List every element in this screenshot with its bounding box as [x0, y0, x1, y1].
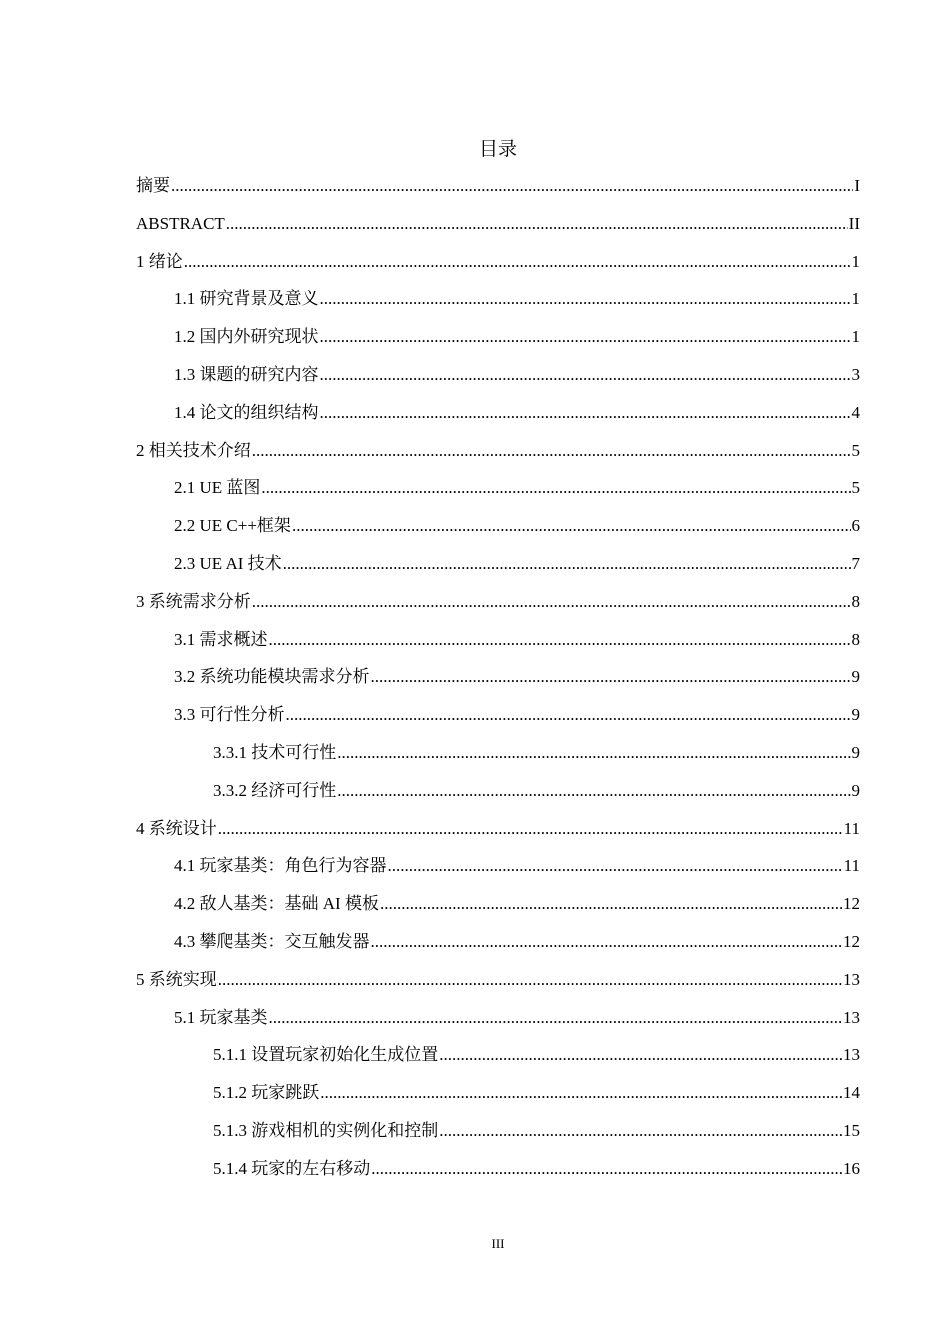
toc-entry-page: 8 — [851, 591, 860, 611]
toc-entry-page: 14 — [843, 1083, 860, 1103]
toc-dot-leader — [261, 476, 850, 500]
toc-entry-label: 2 相关技术介绍 — [136, 440, 251, 460]
toc-entry-label: 5.1.3 游戏相机的实例化和控制 — [213, 1120, 439, 1140]
toc-entry[interactable] — [136, 439, 860, 477]
toc-entry-page: 8 — [851, 629, 860, 649]
toc-title: 目录 — [478, 139, 517, 160]
toc-entry-page: 11 — [843, 856, 860, 876]
table-of-contents — [136, 174, 860, 1195]
toc-entry-page: 13 — [843, 1007, 860, 1027]
toc-entry-page: 3 — [851, 364, 860, 384]
toc-entry[interactable] — [136, 1119, 860, 1157]
toc-entry-page: 4 — [851, 402, 860, 422]
toc-entry-label: 1.3 课题的研究内容 — [174, 364, 319, 384]
toc-entry-page: 16 — [843, 1158, 860, 1178]
toc-entry-label: 3.2 系统功能模块需求分析 — [174, 667, 370, 687]
toc-dot-leader — [337, 741, 850, 765]
toc-entry-page: 11 — [843, 818, 860, 838]
toc-entry-label: 3.1 需求概述 — [174, 629, 268, 649]
page-number: III — [491, 1236, 505, 1251]
toc-entry[interactable] — [136, 250, 860, 288]
toc-dot-leader — [320, 325, 851, 349]
toc-entry[interactable] — [136, 703, 860, 741]
toc-entry-page: 1 — [851, 251, 860, 271]
toc-dot-leader — [269, 628, 851, 652]
toc-entry[interactable] — [136, 1157, 860, 1195]
toc-entry-page: 12 — [843, 931, 860, 951]
toc-entry[interactable] — [136, 930, 860, 968]
toc-entry-page: I — [854, 176, 860, 195]
toc-entry-label: 4.2 敌人基类：基础 AI 模板 — [174, 894, 379, 914]
toc-dot-leader — [218, 968, 842, 992]
toc-entry[interactable] — [136, 779, 860, 817]
toc-entry-page: 15 — [843, 1120, 860, 1140]
toc-entry-page: 9 — [851, 705, 860, 725]
toc-entry-page: 5 — [851, 478, 860, 498]
toc-entry-label: 3 系统需求分析 — [136, 591, 251, 611]
toc-entry-label: 5.1 玩家基类 — [174, 1007, 268, 1027]
toc-entry-page: 1 — [851, 289, 860, 309]
toc-dot-leader — [292, 514, 851, 538]
toc-entry-label: 摘要 — [136, 176, 170, 195]
toc-entry-label: 1 绪论 — [136, 251, 183, 271]
toc-entry-label: ABSTRACT — [136, 213, 225, 233]
toc-entry-label: 5.1.2 玩家跳跃 — [213, 1083, 320, 1103]
toc-entry[interactable] — [136, 476, 860, 514]
toc-dot-leader — [371, 1157, 842, 1181]
toc-entry[interactable] — [136, 854, 860, 892]
toc-dot-leader — [371, 930, 843, 954]
toc-dot-leader — [252, 439, 851, 463]
toc-dot-leader — [439, 1119, 842, 1143]
toc-entry[interactable] — [136, 817, 860, 855]
toc-entry[interactable] — [136, 1043, 860, 1081]
toc-entry[interactable] — [136, 665, 860, 703]
toc-entry[interactable] — [136, 212, 860, 250]
toc-dot-leader — [320, 363, 851, 387]
toc-entry-label: 3.3.1 技术可行性 — [213, 742, 337, 762]
toc-entry[interactable] — [136, 401, 860, 439]
toc-dot-leader — [337, 779, 850, 803]
toc-entry-label: 4 系统设计 — [136, 818, 217, 838]
toc-entry-page: 7 — [851, 553, 860, 573]
toc-entry[interactable] — [136, 590, 860, 628]
toc-entry[interactable] — [136, 363, 860, 401]
toc-dot-leader — [380, 892, 842, 916]
toc-entry-page: 6 — [851, 516, 860, 536]
toc-dot-leader — [439, 1043, 842, 1067]
toc-entry[interactable] — [136, 741, 860, 779]
toc-dot-leader — [320, 1081, 842, 1105]
toc-entry[interactable] — [136, 628, 860, 666]
toc-entry[interactable] — [136, 174, 860, 212]
toc-entry-label: 5 系统实现 — [136, 969, 217, 989]
toc-entry-label: 1.2 国内外研究现状 — [174, 327, 319, 347]
toc-entry-page: 9 — [851, 780, 860, 800]
toc-entry-label: 2.2 UE C++框架 — [174, 516, 291, 536]
toc-entry-page: 13 — [843, 1045, 860, 1065]
toc-entry-label: 4.3 攀爬基类：交互触发器 — [174, 931, 370, 951]
toc-entry-page: 12 — [843, 894, 860, 914]
toc-entry[interactable] — [136, 552, 860, 590]
toc-dot-leader — [226, 212, 848, 236]
toc-entry-page: 9 — [851, 667, 860, 687]
toc-entry-label: 2.3 UE AI 技术 — [174, 553, 282, 573]
toc-entry-label: 2.1 UE 蓝图 — [174, 478, 261, 498]
toc-dot-leader — [371, 665, 851, 689]
toc-entry-label: 3.3 可行性分析 — [174, 705, 285, 725]
toc-entry[interactable] — [136, 287, 860, 325]
toc-entry[interactable] — [136, 1006, 860, 1044]
toc-entry-page: II — [848, 213, 860, 233]
toc-dot-leader — [171, 174, 853, 198]
toc-entry[interactable] — [136, 892, 860, 930]
toc-dot-leader — [388, 854, 843, 878]
toc-dot-leader — [269, 1006, 843, 1030]
toc-entry-page: 1 — [851, 327, 860, 347]
toc-entry[interactable] — [136, 514, 860, 552]
toc-entry-label: 4.1 玩家基类：角色行为容器 — [174, 856, 387, 876]
toc-entry-label: 5.1.1 设置玩家初始化生成位置 — [213, 1045, 439, 1065]
toc-entry-label: 1.1 研究背景及意义 — [174, 289, 319, 309]
toc-dot-leader — [286, 703, 851, 727]
toc-dot-leader — [184, 250, 851, 274]
toc-entry-page: 9 — [851, 742, 860, 762]
toc-entry-label: 3.3.2 经济可行性 — [213, 780, 337, 800]
toc-dot-leader — [320, 401, 851, 425]
toc-dot-leader — [283, 552, 851, 576]
toc-dot-leader — [218, 817, 843, 841]
toc-dot-leader — [320, 287, 851, 311]
toc-entry-label: 1.4 论文的组织结构 — [174, 402, 319, 422]
toc-entry-page: 5 — [851, 440, 860, 460]
toc-entry-page: 13 — [843, 969, 860, 989]
toc-entry[interactable] — [136, 325, 860, 363]
toc-dot-leader — [252, 590, 851, 614]
toc-entry-label: 5.1.4 玩家的左右移动 — [213, 1158, 371, 1178]
toc-entry[interactable] — [136, 968, 860, 1006]
toc-entry[interactable] — [136, 1081, 860, 1119]
